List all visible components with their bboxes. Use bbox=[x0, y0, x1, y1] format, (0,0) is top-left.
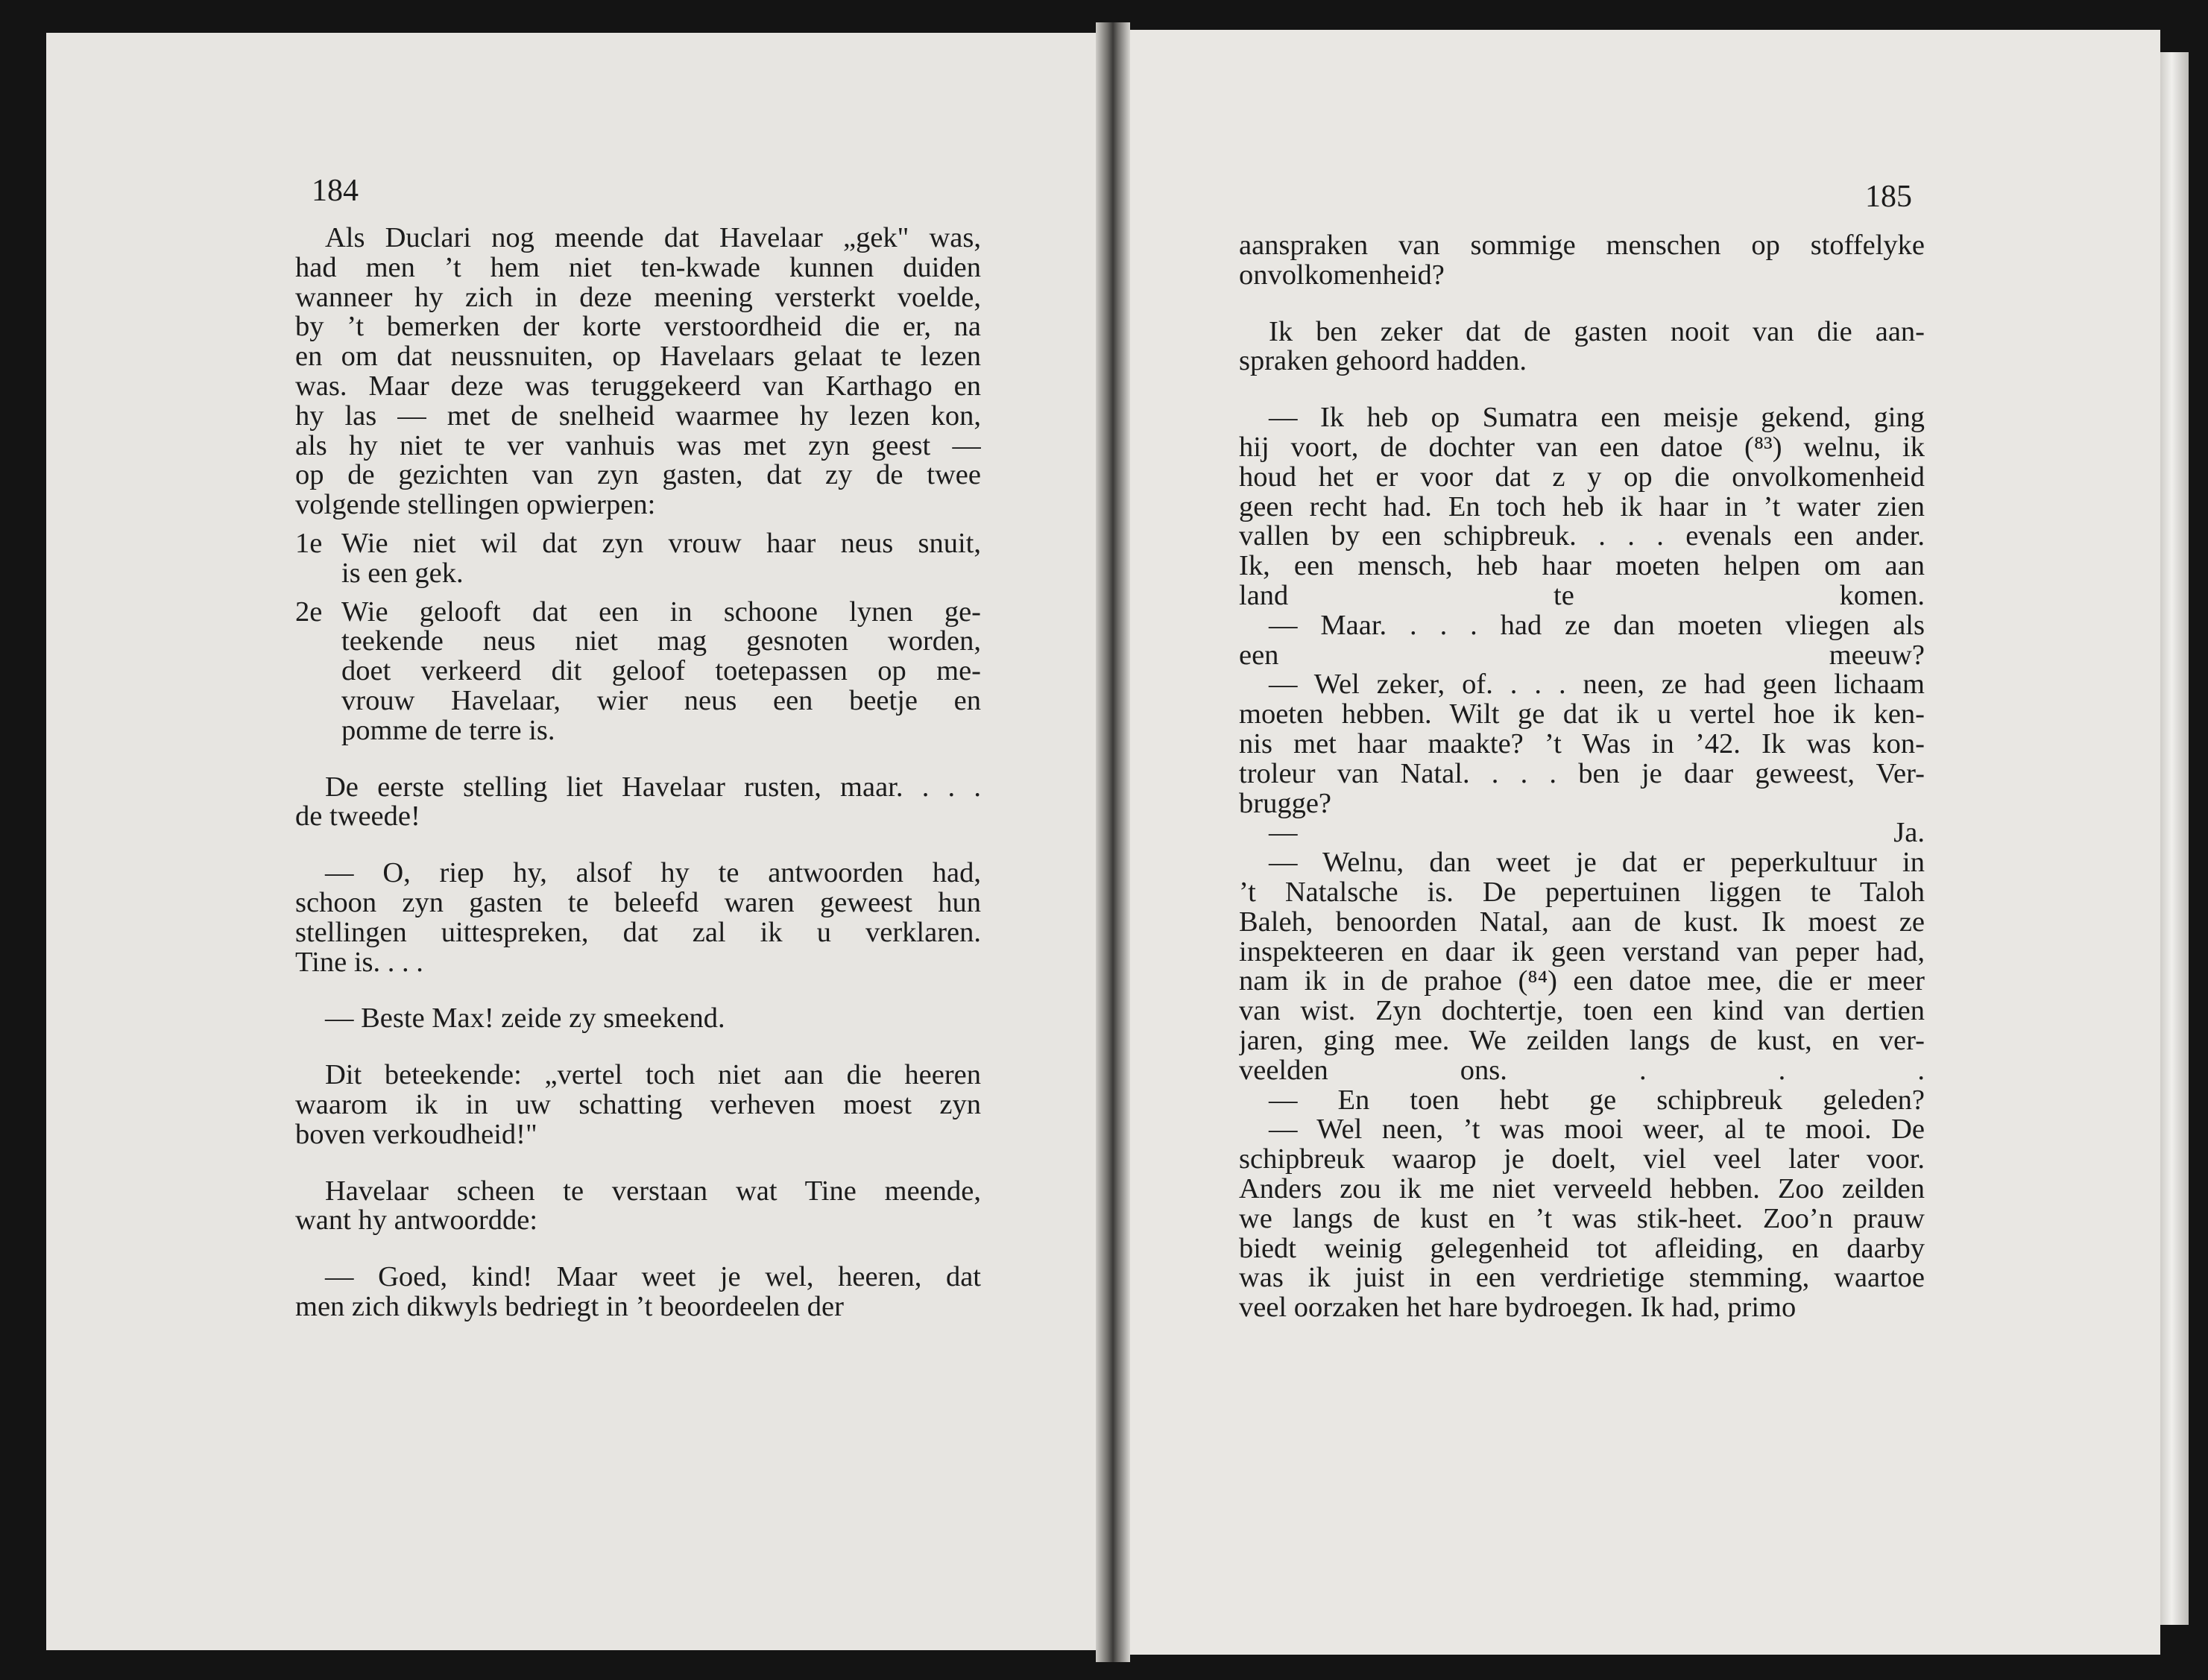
text-line: Wie niet wil dat zyn vrouw haar neus snuit, bbox=[341, 528, 981, 559]
text-line: vrouw Havelaar, wier neus een beetje en bbox=[341, 686, 981, 716]
text-line: Anders zou ik me niet verveeld hebben. Zoo zeilden bbox=[1239, 1174, 1925, 1204]
text-line: Als Duclari nog meende dat Havelaar „gek" was, bbox=[325, 224, 981, 253]
text-line: veelden ons. . . . bbox=[1239, 1055, 1925, 1086]
text-line: aanspraken van sommige menschen op stoffelyke bbox=[1239, 231, 1925, 261]
text-line: boven verkoudheid!" bbox=[295, 1120, 537, 1150]
text-line: Dit beteekende: „vertel toch niet aan die heeren bbox=[325, 1061, 981, 1090]
text-line: vallen by een schipbreuk. . . . evenals een ander. bbox=[1239, 522, 1925, 552]
text-line: van wist. Zyn dochtertje, toen een kind van dertien bbox=[1239, 997, 1925, 1026]
text-line: doet verkeerd dit geloof toetepassen op me- bbox=[341, 657, 981, 686]
paragraph-gap bbox=[295, 1034, 981, 1061]
list-number: 1e bbox=[295, 527, 323, 559]
text-line: schipbreuk waarop je doelt, viel veel later voor. bbox=[1239, 1145, 1925, 1175]
right-page-number: 185 bbox=[1865, 180, 1912, 214]
paragraph-gap bbox=[295, 832, 981, 859]
paragraph bbox=[1239, 318, 1925, 377]
page-edges bbox=[2160, 52, 2189, 1625]
paragraph bbox=[295, 1061, 981, 1149]
paragraph-gap bbox=[1239, 291, 1925, 318]
paragraph bbox=[1239, 403, 1925, 1323]
text-line: — Welnu, dan weet je dat er peperkultuur in bbox=[1269, 848, 1925, 878]
text-line: biedt weinig gelegenheid tot afleiding, en daarby bbox=[1239, 1234, 1925, 1264]
text-line: land te komen. bbox=[1239, 581, 1925, 611]
text-line: nis met haar maakte? ’t Was in ’42. Ik was kon- bbox=[1239, 729, 1925, 760]
text-line: Wie gelooft dat een in schoone lynen ge- bbox=[341, 597, 981, 628]
text-line: — O, riep hy, alsof hy te antwoorden had, bbox=[325, 859, 981, 888]
text-line: brugge? bbox=[1239, 789, 1331, 819]
text-line: als hy niet te ver vanhuis was met zyn geest — bbox=[295, 431, 981, 461]
text-line: — En toen hebt ge schipbreuk geleden? bbox=[1269, 1085, 1925, 1116]
text-line: hij voort, de dochter van een datoe (⁸³) welnu, ik bbox=[1239, 432, 1925, 463]
paragraph bbox=[295, 859, 981, 977]
text-line: — Beste Max! zeide zy smeekend. bbox=[325, 1004, 725, 1035]
paragraph-gap bbox=[1239, 376, 1925, 403]
text-line: was. Maar deze was teruggekeerd van Karthago en bbox=[295, 371, 981, 402]
paragraph bbox=[1239, 231, 1925, 291]
text-line: men zich dikwyls bedriegt in ’t beoordeelen der bbox=[295, 1292, 844, 1322]
text-line: by ’t bemerken der korte verstoordheid die er, na bbox=[295, 312, 981, 343]
text-line: spraken gehoord hadden. bbox=[1239, 347, 1527, 377]
text-line: — Ja. bbox=[1269, 818, 1925, 849]
paragraph bbox=[295, 773, 981, 833]
paragraph bbox=[295, 1263, 981, 1322]
text-line: jaren, ging mee. We zeilden langs de kust, en ver- bbox=[1239, 1026, 1925, 1056]
list-item bbox=[295, 529, 981, 589]
paragraph-gap bbox=[295, 746, 981, 773]
left-page-number: 184 bbox=[312, 174, 359, 208]
text-line: had men ’t hem niet ten-kwade kunnen duiden bbox=[295, 253, 981, 283]
right-page-text bbox=[1239, 231, 1925, 1323]
paragraph bbox=[295, 1004, 981, 1034]
paragraph-gap bbox=[295, 977, 981, 1004]
text-line: Ik ben zeker dat de gasten nooit van die aan- bbox=[1269, 317, 1925, 347]
paragraph-gap bbox=[295, 589, 981, 598]
text-line: moeten hebben. Wilt ge dat ik u vertel hoe ik ken- bbox=[1239, 700, 1925, 730]
text-line: stellingen uittespreken, dat zal ik u verklaren. bbox=[295, 918, 981, 948]
text-line: — Wel neen, ’t was mooi weer, al te mooi. De bbox=[1269, 1115, 1925, 1146]
text-line: Baleh, benoorden Natal, aan de kust. Ik moest ze bbox=[1239, 907, 1925, 938]
text-line: De eerste stelling liet Havelaar rusten, maar. . . . bbox=[325, 772, 981, 803]
paragraph-gap bbox=[295, 1236, 981, 1263]
text-line: waarom ik in uw schatting verheven moest zyn bbox=[295, 1090, 981, 1120]
text-line: geen recht had. En toch heb ik haar in ’t water zien bbox=[1239, 492, 1925, 522]
text-line: wanneer hy zich in deze meening versterkt voelde, bbox=[295, 282, 981, 313]
text-line: op de gezichten van zyn gasten, dat zy de twee bbox=[295, 461, 981, 491]
text-line: — Wel zeker, of. . . . neen, ze had geen lichaam bbox=[1269, 670, 1925, 701]
paragraph-gap bbox=[295, 520, 981, 529]
paragraph bbox=[295, 224, 981, 520]
text-line: en om dat neussnuiten, op Havelaars gelaat te lezen bbox=[295, 342, 981, 372]
text-line: pomme de terre is. bbox=[341, 716, 555, 746]
text-line: is een gek. bbox=[341, 558, 464, 589]
text-line: we langs de kust en ’t was stik-heet. Zoo’n prauw bbox=[1239, 1204, 1925, 1234]
left-page-text bbox=[295, 224, 981, 1322]
text-line: schoon zyn gasten te beleefd waren geweest hun bbox=[295, 888, 981, 918]
text-line: een meeuw? bbox=[1239, 640, 1925, 671]
paragraph bbox=[295, 1177, 981, 1237]
text-line: want hy antwoordde: bbox=[295, 1206, 538, 1237]
text-line: volgende stellingen opwierpen: bbox=[295, 490, 656, 520]
text-line: — Goed, kind! Maar weet je wel, heeren, dat bbox=[325, 1263, 981, 1292]
text-line: — Ik heb op Sumatra een meisje gekend, ging bbox=[1269, 403, 1925, 433]
text-line: Ik, een mensch, heb haar moeten helpen om aan bbox=[1239, 552, 1925, 581]
text-line: inspekteeren en daar ik geen verstand van peper had, bbox=[1239, 937, 1925, 967]
text-line: — Maar. . . . had ze dan moeten vliegen als bbox=[1269, 610, 1925, 641]
text-line: troleur van Natal. . . . ben je daar geweest, Ver- bbox=[1239, 759, 1925, 789]
paragraph-gap bbox=[295, 1150, 981, 1177]
text-line: hy las — met de snelheid waarmee hy lezen kon, bbox=[295, 401, 981, 432]
text-line: Tine is. . . . bbox=[295, 947, 423, 978]
text-line: onvolkomenheid? bbox=[1239, 260, 1445, 291]
text-line: de tweede! bbox=[295, 802, 420, 833]
list-number: 2e bbox=[295, 596, 323, 628]
text-line: veel oorzaken het hare bydroegen. Ik had, primo bbox=[1239, 1293, 1797, 1323]
text-line: ’t Natalsche is. De pepertuinen liggen te Taloh bbox=[1239, 877, 1925, 908]
text-line: Havelaar scheen te verstaan wat Tine meende, bbox=[325, 1176, 981, 1207]
book-gutter bbox=[1096, 22, 1130, 1662]
text-line: nam ik in de prahoe (⁸⁴) een datoe mee, die er meer bbox=[1239, 967, 1925, 997]
text-line: teekende neus niet mag gesnoten worden, bbox=[341, 627, 981, 657]
text-line: houd het er voor dat z y op die onvolkomenheid bbox=[1239, 462, 1925, 493]
list-item bbox=[295, 598, 981, 746]
text-line: was ik juist in een verdrietige stemming, waartoe bbox=[1239, 1263, 1925, 1294]
